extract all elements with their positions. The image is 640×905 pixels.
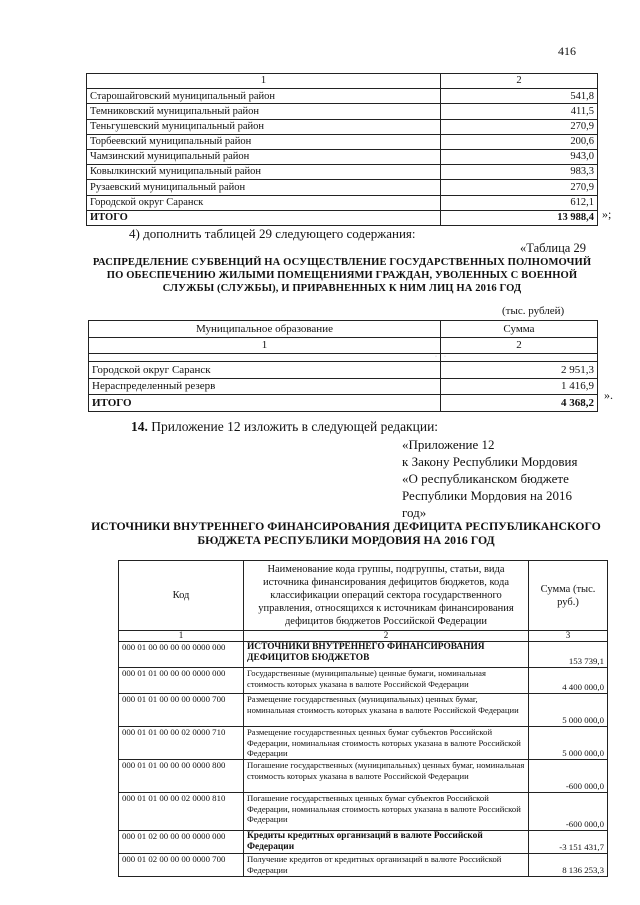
code-cell: 000 01 02 00 00 00 0000 000: [119, 831, 244, 854]
amount-cell: 200,6: [441, 134, 598, 149]
item-14-body: Приложение 12 изложить в следующей редакции:: [151, 419, 439, 434]
table-row: [87, 89, 598, 104]
sum-cell: 5 000 000,0: [529, 694, 608, 727]
column-header-code: Код: [119, 561, 244, 631]
table-row: [89, 378, 598, 395]
municipality-name: Темниковский муниципальный район: [87, 104, 441, 119]
table-row: [119, 642, 608, 668]
table-row: [87, 149, 598, 164]
amount-cell: 270,9: [441, 119, 598, 134]
table-row: [119, 760, 608, 793]
municipality-name: Нераспределенный резерв: [89, 378, 441, 395]
code-cell: 000 01 01 00 00 00 0000 700: [119, 694, 244, 727]
column-number-3: 3: [529, 631, 608, 642]
municipality-name: Городской округ Саранск: [89, 362, 441, 379]
sum-cell: -3 151 431,7: [529, 831, 608, 854]
municipality-name: Ковылкинский муниципальный район: [87, 165, 441, 180]
table-row: [87, 195, 598, 210]
code-cell: 000 01 01 00 00 02 0000 810: [119, 793, 244, 831]
total-label: ИТОГО: [89, 395, 441, 412]
total-amount: 13 988,4: [441, 210, 598, 225]
table-row: [87, 104, 598, 119]
table-row: [119, 831, 608, 854]
municipal-subsidy-table: [86, 73, 598, 226]
total-row: [89, 395, 598, 412]
table29-heading: РАСПРЕДЕЛЕНИЕ СУБВЕНЦИЙ НА ОСУЩЕСТВЛЕНИЕ ГОСУДАРСТВЕННЫХ ПОЛНОМОЧИЙ ПО ОБЕСПЕЧЕНИЮ ЖИЛЫМИ ПОМЕЩЕНИЯМИ ГРАЖДАН, УВОЛЕННЫХ С ВОЕННОЙ СЛУЖБЫ (СЛУЖБЫ), И ПРИРАВНЕННЫХ К НИМ ЛИЦ НА 2016 ГОД: [92, 257, 592, 294]
name-cell: Государственные (муниципальные) ценные бумаги, номинальная стоимость которых указана в валюте Российской Федерации: [244, 668, 529, 694]
amount-cell: 270,9: [441, 180, 598, 195]
amount-cell: 1 416,9: [441, 378, 598, 395]
sum-cell: 5 000 000,0: [529, 727, 608, 760]
annex-reference: [402, 436, 577, 521]
municipality-name: Рузаевский муниципальный район: [87, 180, 441, 195]
name-cell: ИСТОЧНИКИ ВНУТРЕННЕГО ФИНАНСИРОВАНИЯ ДЕФИЦИТОВ БЮДЖЕТОВ: [244, 642, 529, 668]
code-cell: 000 01 01 00 00 00 0000 000: [119, 668, 244, 694]
table29-closing-quote: ».: [604, 388, 613, 402]
column-number-2: 2: [244, 631, 529, 642]
municipality-name: Чамзинский муниципальный район: [87, 149, 441, 164]
table-header-row: [87, 74, 598, 89]
total-label: ИТОГО: [87, 210, 441, 225]
column-number-row: [119, 631, 608, 642]
item-14-text: [131, 419, 438, 435]
spacer-cell: ·: [441, 354, 598, 362]
amount-cell: 541,8: [441, 89, 598, 104]
table-row: [119, 793, 608, 831]
table29-label: «Таблица 29: [520, 241, 586, 255]
table-spacer-row: [89, 354, 598, 362]
name-cell: Погашение государственных ценных бумаг субъектов Российской Федерации, номинальная стоимость которых указана в валюте Российской Федерации: [244, 793, 529, 831]
annex-line: Республики Мордовия на 2016: [402, 488, 572, 503]
table-row: [119, 854, 608, 877]
sum-cell: -600 000,0: [529, 793, 608, 831]
spacer-cell: ·: [89, 354, 441, 362]
column-number-1: 1: [119, 631, 244, 642]
municipality-name: Теньгушевский муниципальный район: [87, 119, 441, 134]
table-row: [87, 119, 598, 134]
annex-line: год»: [402, 505, 427, 520]
table29-unit: (тыс. рублей): [502, 305, 565, 317]
annex12-heading: ИСТОЧНИКИ ВНУТРЕННЕГО ФИНАНСИРОВАНИЯ ДЕФИЦИТА РЕСПУБЛИКАНСКОГО БЮДЖЕТА РЕСПУБЛИКИ МОРДОВИЯ НА 2016 ГОД: [91, 519, 601, 547]
amount-cell: 943,0: [441, 149, 598, 164]
sum-cell: 153 739,1: [529, 642, 608, 668]
amount-cell: 983,3: [441, 165, 598, 180]
table-header-row: [89, 321, 598, 338]
code-cell: 000 01 01 00 00 00 0000 800: [119, 760, 244, 793]
amount-cell: 612,1: [441, 195, 598, 210]
table-header-row: [119, 561, 608, 631]
column-number-1: 1: [89, 337, 441, 354]
column-header-municipality: Муниципальное образование: [89, 321, 441, 338]
total-row: [87, 210, 598, 225]
name-cell: Размещение государственных ценных бумаг субъектов Российской Федерации, номинальная стоимость которых указана в валюте Российской Федерации: [244, 727, 529, 760]
table-row: [119, 694, 608, 727]
page-number: 416: [558, 44, 576, 58]
column-header-name: Наименование кода группы, подгруппы, статьи, вида источника финансирования дефицитов бюджетов, кода классификации операций сектора государственного управления, относящихся к источникам финансирования дефицитов бюджетов Российской Федерации: [244, 561, 529, 631]
sum-cell: 8 136 253,3: [529, 854, 608, 877]
item-14-number: 14.: [131, 419, 148, 434]
table1-closing-quote: »;: [602, 207, 612, 221]
total-amount: 4 368,2: [441, 395, 598, 412]
column-number-row: [89, 337, 598, 354]
municipality-name: Торбеевский муниципальный район: [87, 134, 441, 149]
sum-cell: 4 400 000,0: [529, 668, 608, 694]
amount-cell: 411,5: [441, 104, 598, 119]
table29: [88, 320, 598, 412]
annex-line: «Приложение 12: [402, 437, 495, 452]
column-header-sum: Сумма (тыс. руб.): [529, 561, 608, 631]
item-4-text: 4) дополнить таблицей 29 следующего содержания:: [129, 226, 416, 241]
annex-line: к Закону Республики Мордовия: [402, 454, 578, 469]
column-number-2: 2: [441, 337, 598, 354]
table-row: [89, 362, 598, 379]
table-row: [119, 727, 608, 760]
table-row: [87, 180, 598, 195]
annex-line: «О республиканском бюджете: [402, 471, 569, 486]
code-cell: 000 01 00 00 00 00 0000 000: [119, 642, 244, 668]
table-row: [119, 668, 608, 694]
code-cell: 000 01 02 00 00 00 0000 700: [119, 854, 244, 877]
municipality-name: Старошайговский муниципальный район: [87, 89, 441, 104]
amount-cell: 2 951,3: [441, 362, 598, 379]
column-number-1: 1: [87, 74, 441, 89]
name-cell: Погашение государственных (муниципальных) ценных бумаг, номинальная стоимость которых указана в валюте Российской Федерации: [244, 760, 529, 793]
column-number-2: 2: [441, 74, 598, 89]
code-cell: 000 01 01 00 00 02 0000 710: [119, 727, 244, 760]
name-cell: Размещение государственных (муниципальных) ценных бумаг, номинальная стоимость которых указана в валюте Российской Федерации: [244, 694, 529, 727]
table-row: [87, 134, 598, 149]
name-cell: Получение кредитов от кредитных организаций в валюте Российской Федерации: [244, 854, 529, 877]
sum-cell: -600 000,0: [529, 760, 608, 793]
municipality-name: Городской округ Саранск: [87, 195, 441, 210]
name-cell: Кредиты кредитных организаций в валюте Российской Федерации: [244, 831, 529, 854]
table-row: [87, 165, 598, 180]
financing-sources-table: [118, 560, 608, 877]
column-header-sum: Сумма: [441, 321, 598, 338]
